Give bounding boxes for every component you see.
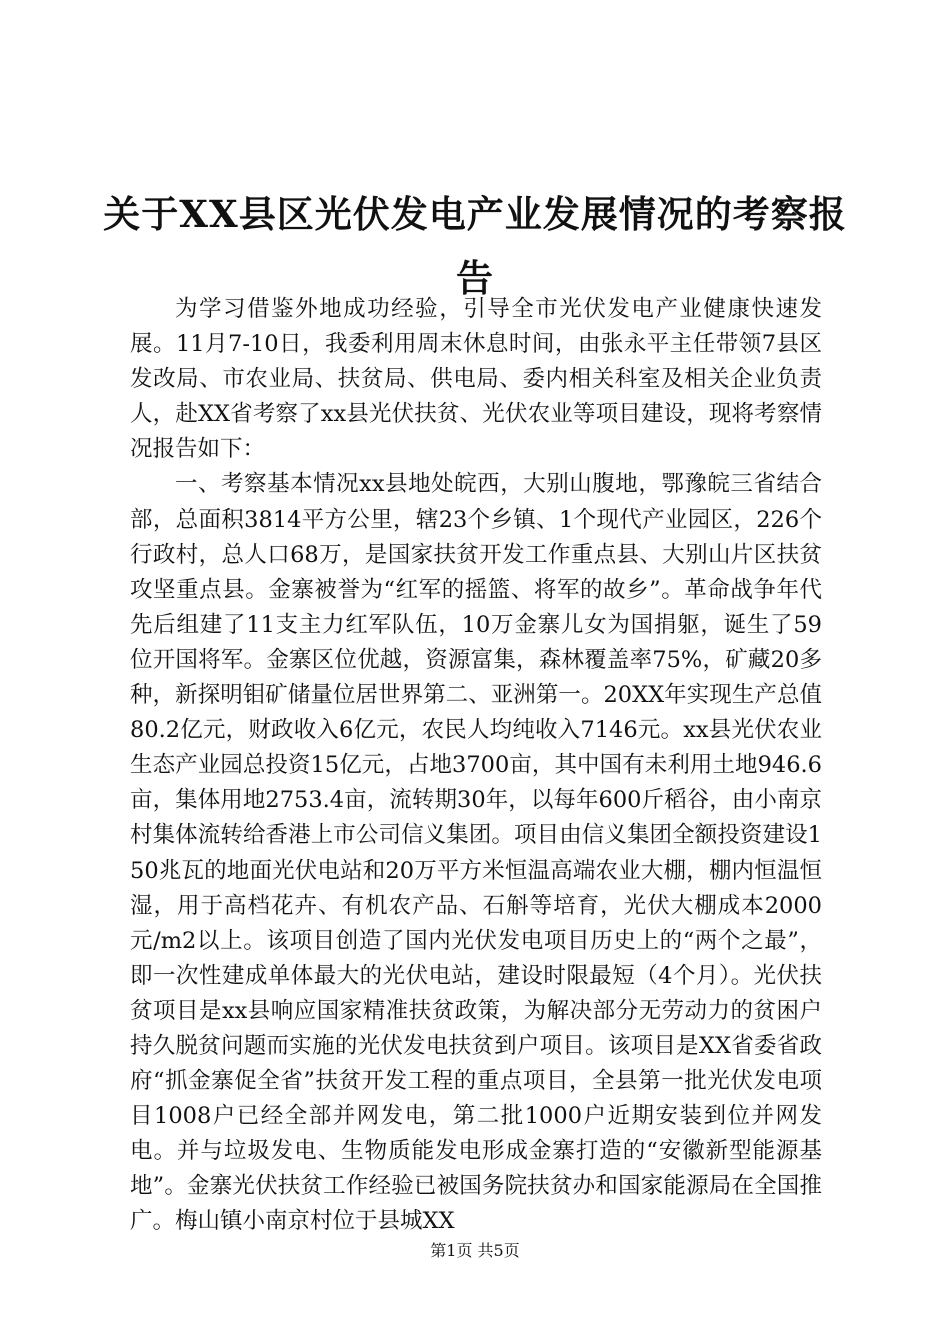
document-title xyxy=(100,182,850,310)
title-line-1: 关于XX县区光伏发电产业发展情况的考察报 xyxy=(103,192,847,236)
paragraph-intro: 为学习借鉴外地成功经验，引导全市光伏发电产业健康快速发展。11月7-10日，我委利用周末休息时间，由张永平主任带领7县区发改局、市农业局、扶贫局、供电局、委内相关科室及相关企业负责人，赴XX省考察了xx县光伏扶贫、光伏农业等项目建设，现将考察情况报告如下： xyxy=(130,296,822,463)
page-footer xyxy=(0,1239,950,1263)
page-indicator: 第1页 共5页 xyxy=(430,1241,520,1260)
document-body xyxy=(130,292,822,1240)
title-line-2: 告 xyxy=(456,256,494,300)
paragraph-section-1: 一、考察基本情况xx县地处皖西，大别山腹地，鄂豫皖三省结合部，总面积3814平方公里，辖23个乡镇、1个现代产业园区，226个行政村，总人口68万，是国家扶贫开发工作重点县、大别山片区扶贫攻坚重点县。金寨被誉为“红军的摇篮、将军的故乡”。革命战争年代先后组建了11支主力红军队伍，10万金寨儿女为国捐躯，诞生了59位开国将军。金寨区位优越，资源富集，森林覆盖率75%，矿藏20多种，新探明钼矿储量位居世界第二、亚洲第一。20XX年实现生产总值80.2亿元，财政收入6亿元，农民人均纯收入7146元。xx县光伏农业生态产业园总投资15亿元，占地3700亩，其中国有未利用土地946.6亩，集体用地2753.4亩，流转期30年，以每年600斤稻谷，由小南京村集体流转给香港上市公司信义集团。项目由信义集团全额投资建设150兆瓦的地面光伏电站和20万平方米恒温高端农业大棚，棚内恒温恒湿，用于高档花卉、有机农产品、石斛等培育，光伏大棚成本2000元/m2以上。该项目创造了国内光伏发电项目历史上的“两个之最”，即一次性建成单体最大的光伏电站，建设时限最短（4个月）。光伏扶贫项目是xx县响应国家精准扶贫政策，为解决部分无劳动力的贫困户持久脱贫问题而实施的光伏发电扶贫到户项目。该项目是XX省委省政府“抓金寨促全省”扶贫开发工程的重点项目，全县第一批光伏发电项目1008户已经全部并网发电，第二批1000户近期安装到位并网发电。并与垃圾发电、生物质能发电形成金寨打造的“安徽新型能源基地”。金寨光伏扶贫工作经验已被国务院扶贫办和国家能源局在全国推广。梅山镇小南京村位于县城XX xyxy=(130,471,822,1235)
